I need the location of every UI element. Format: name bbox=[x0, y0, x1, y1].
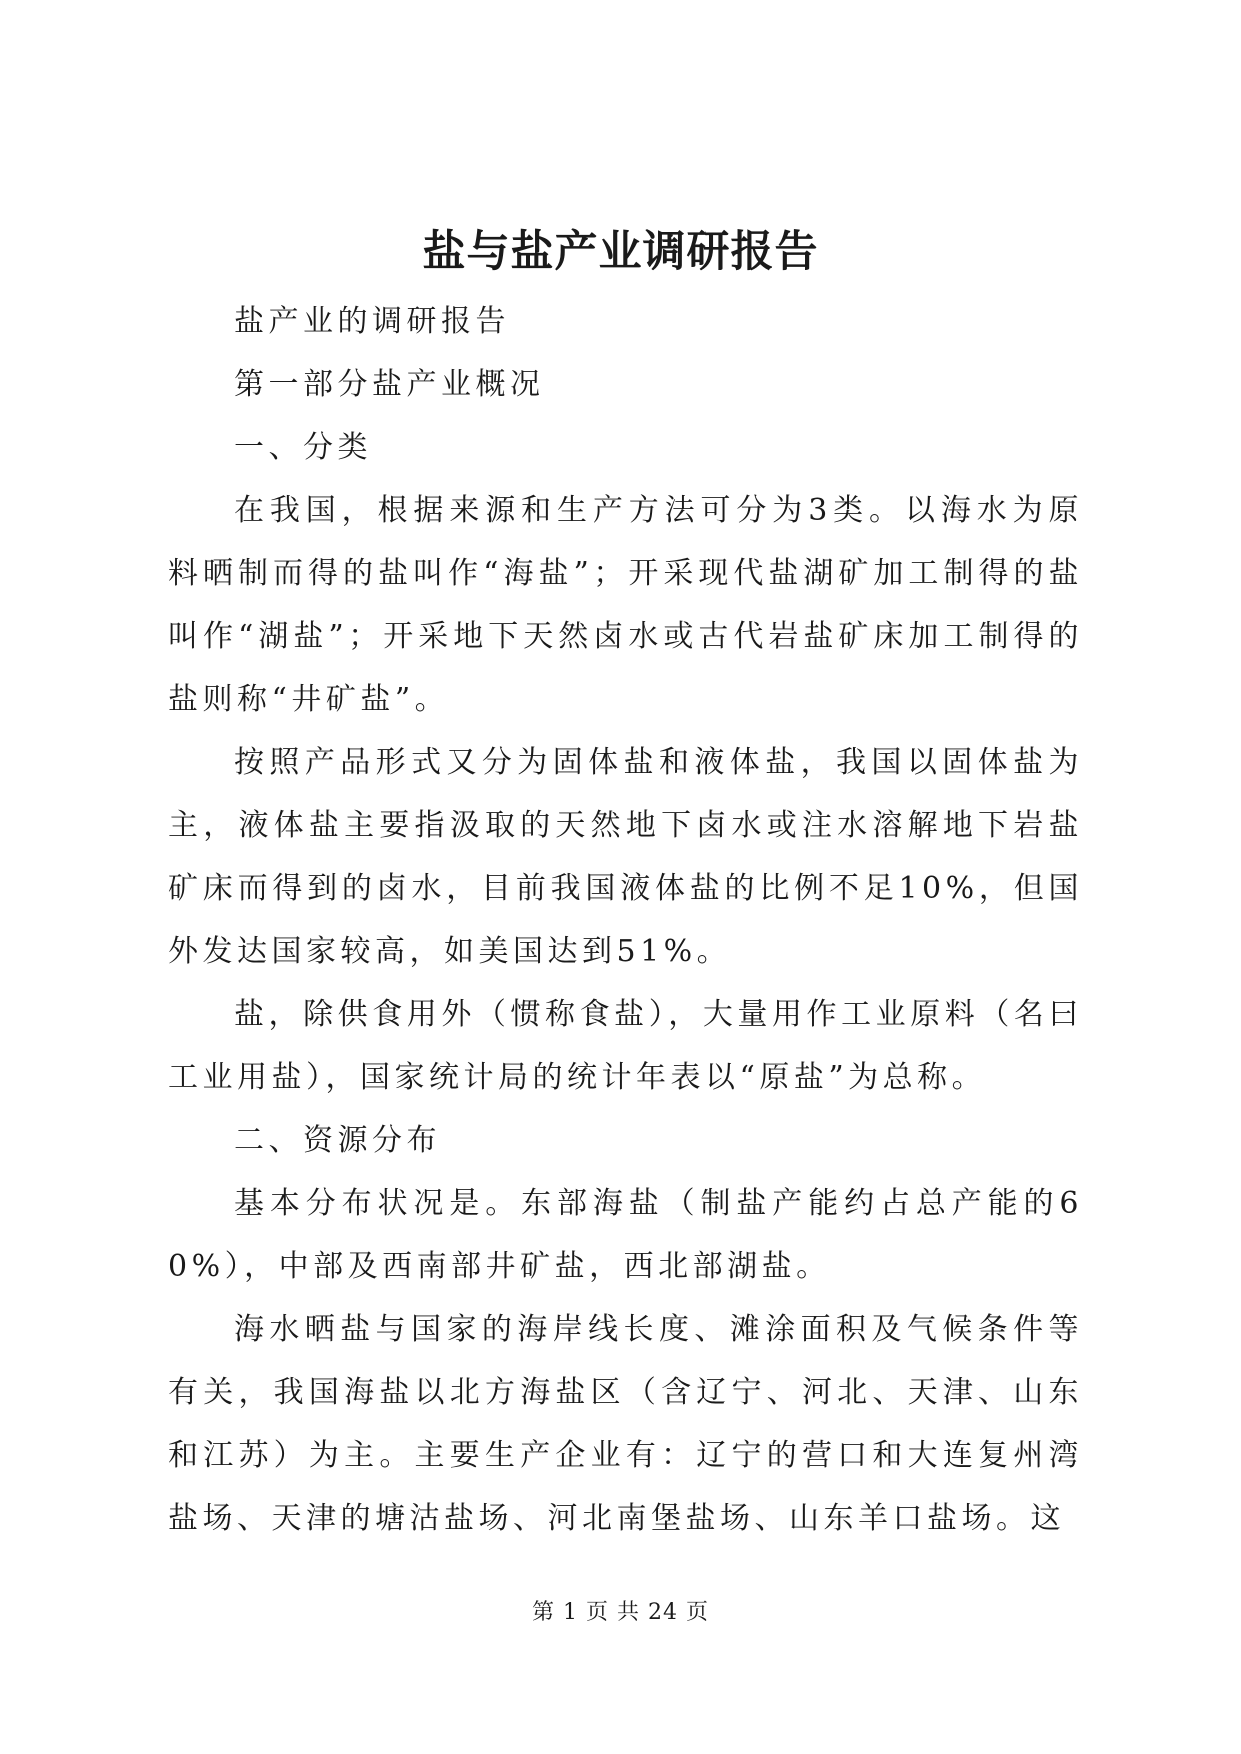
paragraph-section-classification: 一、分类 bbox=[234, 430, 372, 465]
document-title: 盐与盐产业调研报告 bbox=[422, 227, 819, 277]
paragraph-salt-usage: 盐，除供食用外（惯称食盐），大量用作工业原料（名曰工业用盐），国家统计局的统计年表以“原盐”为总称。 bbox=[168, 997, 1083, 1095]
paragraph-salt-types: 在我国，根据来源和生产方法可分为3类。以海水为原料晒制而得的盐叫作“海盐”；开采现代盐湖矿加工制得的盐叫作“湖盐”；开采地下天然卤水或古代岩盐矿床加工制得的盐则称“井矿盐”。 bbox=[168, 493, 1083, 717]
paragraph-sea-salt: 海水晒盐与国家的海岸线长度、滩涂面积及气候条件等有关，我国海盐以北方海盐区（含辽宁、河北、天津、山东和江苏）为主。主要生产企业有：辽宁的营口和大连复州湾盐场、天津的塘沽盐场、河北南堡盐场、山东羊口盐场。这 bbox=[168, 1312, 1083, 1536]
paragraph-part-heading: 第一部分盐产业概况 bbox=[234, 367, 545, 402]
paragraph-product-forms: 按照产品形式又分为固体盐和液体盐，我国以固体盐为主，液体盐主要指汲取的天然地下卤水或注水溶解地下岩盐矿床而得到的卤水，目前我国液体盐的比例不足10%，但国外发达国家较高，如美国达到51%。 bbox=[168, 745, 1083, 969]
document-body bbox=[168, 290, 1083, 1550]
page-number-footer: 第 1 页 共 24 页 bbox=[532, 1600, 709, 1625]
paragraph-section-distribution: 二、资源分布 bbox=[234, 1123, 441, 1158]
paragraph-distribution-overview: 基本分布状况是。东部海盐（制盐产能约占总产能的60%），中部及西南部井矿盐，西北部湖盐。 bbox=[168, 1186, 1083, 1284]
paragraph-subtitle: 盐产业的调研报告 bbox=[234, 304, 510, 339]
